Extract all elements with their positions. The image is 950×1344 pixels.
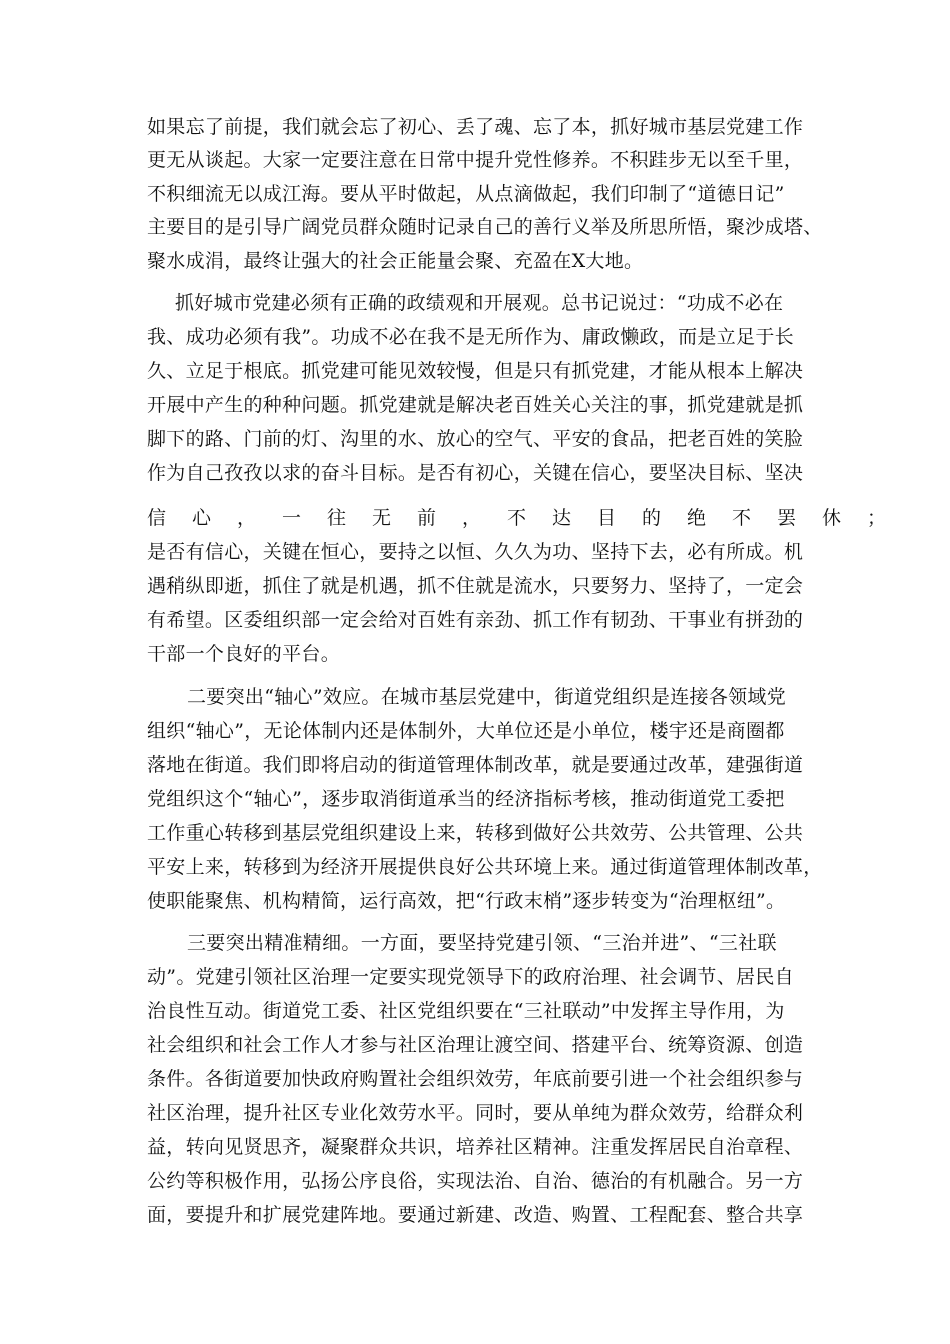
text-line: 社会组织和社会工作人才参与社区治理让渡空间、搭建平台、统筹资源、创造 — [147, 1034, 804, 1056]
text-line: 平安上来，转移到为经济开展提供良好公共环境上来。通过街道管理体制改革， — [147, 856, 823, 878]
text-line: 开展中产生的种种问题。抓党建就是解决老百姓关心关注的事，抓党建就是抓 — [147, 394, 804, 416]
text-line: 条件。各街道要加快政府购置社会组织效劳，年底前要引进一个社会组织参与 — [147, 1068, 804, 1090]
text-line: 遇稍纵即逝，抓住了就是机遇，抓不住就是流水，只要努力、坚持了，一定会 — [147, 575, 804, 597]
text-line: 公约等积极作用，弘扬公序良俗，实现法治、自治、德治的有机融合。另一方 — [147, 1170, 804, 1192]
text-line: 更无从谈起。大家一定要注意在日常中提升党性修养。不积跬步无以至千里， — [147, 149, 804, 171]
text-line: 工作重心转移到基层党组织建设上来，转移到做好公共效劳、公共管理、公共 — [147, 822, 804, 844]
text-line: 如果忘了前提，我们就会忘了初心、丢了魂、忘了本，抓好城市基层党建工作 — [147, 116, 804, 138]
text-line: 聚水成涓，最终让强大的社会正能量会聚、充盈在X大地。 — [147, 250, 644, 272]
justified-line: 信心，一往无前，不达目的绝不罢休； — [147, 507, 913, 529]
text-line: 党组织这个“轴心”，逐步取消街道承当的经济指标考核，推动街道党工委把 — [147, 788, 785, 810]
text-line: 动”。党建引领社区治理一定要实现党领导下的政府治理、社会调节、居民自 — [147, 966, 794, 988]
text-line: 使职能聚焦、机构精简，运行高效，把“行政末梢”逐步转变为“治理枢纽”。 — [147, 890, 786, 912]
text-line: 益，转向见贤思齐，凝聚群众共识，培养社区精神。注重发挥居民自治章程、 — [147, 1136, 804, 1158]
text-line: 组织“轴心”，无论体制内还是体制外，大单位还是小单位，楼宇还是商圈都 — [147, 720, 785, 742]
paragraph-first-line: 二要突出“轴心”效应。在城市基层党建中，街道党组织是连接各领域党 — [187, 686, 787, 708]
text-line: 有希望。区委组织部一定会给对百姓有亲劲、抓工作有韧劲、干事业有拼劲的 — [147, 609, 804, 631]
text-line: 社区治理，提升社区专业化效劳水平。同时，要从单纯为群众效劳，给群众利 — [147, 1102, 804, 1124]
text-line: 脚下的路、门前的灯、沟里的水、放心的空气、平安的食品，把老百姓的笑脸 — [147, 428, 804, 450]
text-line: 主要目的是引导广阔党员群众随时记录自己的善行义举及所思所悟，聚沙成塔、 — [147, 216, 823, 238]
text-line: 干部一个良好的平台。 — [147, 643, 341, 665]
text-line: 久、立足于根底。抓党建可能见效较慢，但是只有抓党建，才能从根本上解决 — [147, 360, 804, 382]
paragraph-first-line: 抓好城市党建必须有正确的政绩观和开展观。总书记说过：“功成不必在 — [175, 292, 784, 314]
text-line: 面，要提升和扩展党建阵地。要通过新建、改造、购置、工程配套、整合共享 — [147, 1204, 804, 1226]
text-line: 作为自己孜孜以求的奋斗目标。是否有初心，关键在信心，要坚决目标、坚决 — [147, 462, 804, 484]
text-line: 我、成功必须有我”。功成不必在我不是无所作为、庸政懒政，而是立足于长 — [147, 326, 794, 348]
text-line: 落地在街道。我们即将启动的街道管理体制改革，就是要通过改革，建强街道 — [147, 754, 804, 776]
text-line: 是否有信心，关键在恒心，要持之以恒、久久为功、坚持下去，必有所成。机 — [147, 541, 804, 563]
text-line: 治良性互动。街道党工委、社区党组织要在“三社联动”中发挥主导作用，为 — [147, 1000, 785, 1022]
paragraph-first-line: 三要突出精准精细。一方面，要坚持党建引领、“三治并进”、“三社联 — [187, 932, 777, 954]
text-line: 不积细流无以成江海。要从平时做起，从点滴做起，我们印制了“道德日记” — [147, 183, 785, 205]
